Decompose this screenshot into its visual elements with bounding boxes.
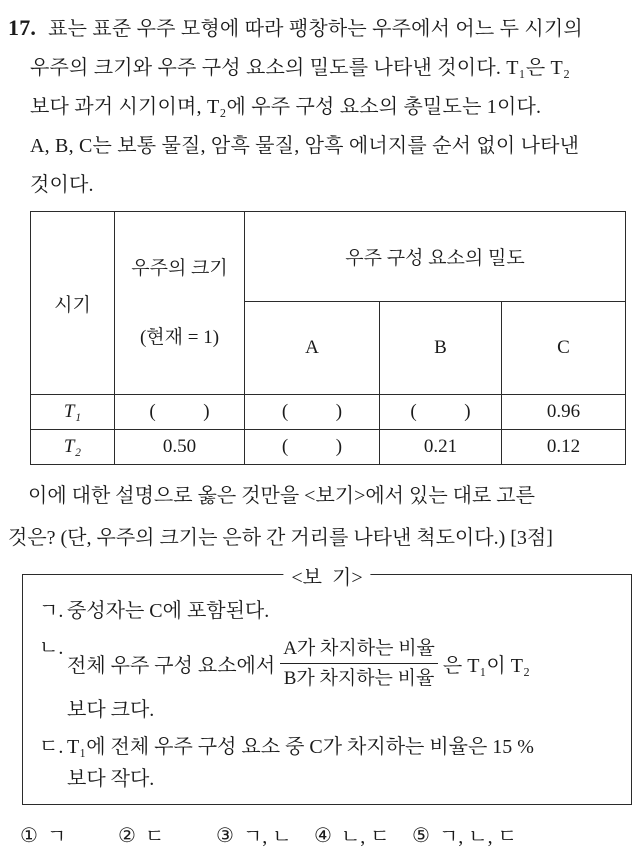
item-n-line2: 보다 크다.	[67, 699, 155, 721]
question-statement	[0, 0, 640, 205]
header-col-a: A	[245, 301, 380, 394]
item-d-body	[67, 731, 621, 795]
bogi-item-n	[39, 632, 621, 726]
bogi-legend: <보 기>	[283, 561, 370, 590]
question-line: A, B, C는 보통 물질, 암흑 물질, 암흑 에너지를 순서 없이 나타낸	[30, 135, 580, 157]
ratio-fraction	[280, 636, 438, 691]
choice-2	[118, 820, 216, 849]
choice-3	[216, 820, 314, 849]
choice-3-number: ③	[216, 822, 234, 847]
header-col-b: B	[380, 301, 502, 394]
header-period: 시기	[31, 212, 115, 395]
cell-t1-size: ( )	[115, 395, 245, 430]
question-prompt	[0, 475, 640, 559]
header-universe-size-line2: (현재 = 1)	[139, 327, 220, 348]
choice-2-number: ②	[118, 822, 136, 847]
choice-5	[412, 820, 517, 849]
question-line: 보다 과거 시기이며, T₂에 우주 구성 요소의 총밀도는 1이다.	[30, 96, 542, 118]
question-line-text: 표는 표준 우주 모형에 따라 팽창하는 우주에서 어느 두 시기의	[48, 18, 583, 40]
item-g-text: 중성자는 C에 포함된다.	[67, 600, 270, 622]
choice-4-number: ④	[314, 822, 332, 847]
table-row-t2	[31, 430, 626, 465]
bogi-item-d	[39, 731, 621, 795]
table-row-t1	[31, 395, 626, 430]
question-line: 우주의 크기와 우주 구성 요소의 밀도를 나타낸 것이다. T₁은 T₂	[30, 57, 571, 79]
item-n-body	[67, 632, 621, 726]
choice-3-label: ㄱ, ㄴ	[242, 826, 292, 848]
item-g-body	[67, 595, 621, 627]
header-col-c: C	[502, 301, 626, 394]
cell-t1-c: 0.96	[502, 395, 626, 430]
prompt-line2: 것은? (단, 우주의 크기는 은하 간 거리를 나타낸 척도이다.) [3점]	[8, 527, 553, 549]
item-d-marker: ㄷ.	[39, 736, 64, 758]
cell-t1-period: T₁	[31, 395, 115, 430]
item-n-prefix: 전체 우주 구성 요소에서	[67, 654, 276, 677]
choice-1	[20, 820, 118, 849]
choice-4-label: ㄴ, ㄷ	[340, 826, 390, 848]
item-g-marker: ㄱ.	[39, 600, 64, 622]
cell-t2-b: 0.21	[380, 430, 502, 465]
item-d-line2: 보다 작다.	[67, 768, 155, 790]
item-d-line1: T₁에 전체 우주 구성 요소 중 C가 차지하는 비율은 15 %	[67, 736, 534, 758]
header-density-group: 우주 구성 요소의 밀도	[245, 212, 626, 302]
item-n-suffix: 은 T₁이 T₂	[442, 654, 530, 677]
universe-data-table	[30, 211, 626, 465]
item-n-line1	[67, 632, 621, 694]
bogi-items	[23, 575, 631, 795]
choice-5-label: ㄱ, ㄴ, ㄷ	[438, 826, 517, 848]
answer-choices-row	[0, 820, 640, 849]
choice-1-label: ㄱ	[46, 826, 67, 848]
cell-t2-a: ( )	[245, 430, 380, 465]
cell-t2-c: 0.12	[502, 430, 626, 465]
item-n-marker: ㄴ.	[39, 637, 64, 659]
cell-t2-period: T₂	[31, 430, 115, 465]
question-line: 것이다.	[30, 174, 94, 196]
choice-2-label: ㄷ	[144, 826, 165, 848]
bogi-item-g	[39, 595, 621, 627]
prompt-line1: 이에 대한 설명으로 옳은 것만을 <보기>에서 있는 대로 고른	[28, 485, 535, 507]
choice-1-number: ①	[20, 822, 38, 847]
header-universe-size-line1: 우주의 크기	[131, 258, 228, 279]
fraction-denominator: B가 차지하는 비율	[283, 667, 435, 689]
question-line	[8, 8, 634, 49]
cell-t1-b: ( )	[380, 395, 502, 430]
bogi-box	[22, 567, 632, 805]
choice-5-number: ⑤	[412, 822, 430, 847]
fraction-numerator: A가 차지하는 비율	[280, 636, 438, 664]
cell-t2-size: 0.50	[115, 430, 245, 465]
question-number: 17.	[8, 15, 37, 40]
choice-4	[314, 820, 412, 849]
header-universe-size	[115, 212, 245, 395]
cell-t1-a: ( )	[245, 395, 380, 430]
